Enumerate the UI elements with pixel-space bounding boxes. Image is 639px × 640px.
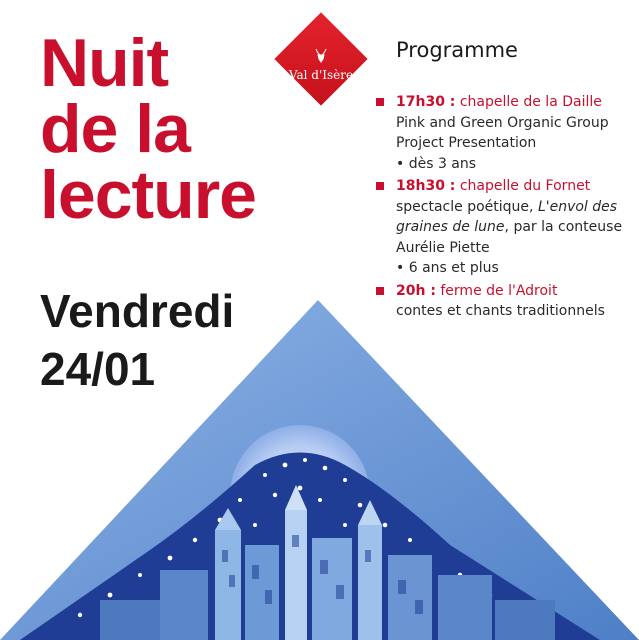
ibex-emblem-icon bbox=[312, 46, 330, 64]
event-day: Vendredi bbox=[40, 285, 235, 337]
programme-time: 18h30 : bbox=[396, 178, 456, 194]
programme-heading: Programme bbox=[396, 38, 518, 62]
programme-place: chapelle de la Daille bbox=[459, 94, 602, 110]
programme-place: ferme de l'Adroit bbox=[440, 282, 558, 299]
programme-time: 20h : bbox=[396, 282, 436, 299]
show-title: L'envol des graines de lune bbox=[396, 198, 618, 235]
programme-description: spectacle poétique, L'envol des graines de lune, par la conteuse Aurélie Piette bbox=[396, 198, 623, 256]
programme-audience: • dès 3 ans bbox=[396, 155, 477, 172]
bullet-icon bbox=[376, 98, 384, 106]
mountain-village-illustration bbox=[0, 300, 639, 640]
programme-time: 17h30 : bbox=[396, 94, 456, 110]
title-line-2: de la bbox=[40, 91, 190, 167]
logo-text: Val d'Isère bbox=[288, 68, 354, 82]
programme-list bbox=[376, 92, 638, 322]
programme-description: Pink and Green Organic Group Project Presentation bbox=[396, 114, 609, 151]
title-line-3: lecture bbox=[40, 157, 256, 233]
bullet-icon bbox=[376, 182, 384, 190]
programme-item bbox=[376, 92, 638, 174]
title-line-1: Nuit bbox=[40, 25, 169, 101]
programme-place: chapelle du Fornet bbox=[459, 178, 591, 194]
programme-audience: • 6 ans et plus bbox=[396, 260, 499, 276]
page-title bbox=[40, 25, 256, 233]
programme-description: contes et chants traditionnels bbox=[396, 303, 605, 319]
bullet-icon bbox=[376, 287, 384, 295]
val-disere-logo bbox=[274, 12, 368, 106]
programme-item bbox=[376, 176, 638, 279]
event-date-value: 24/01 bbox=[40, 343, 156, 395]
